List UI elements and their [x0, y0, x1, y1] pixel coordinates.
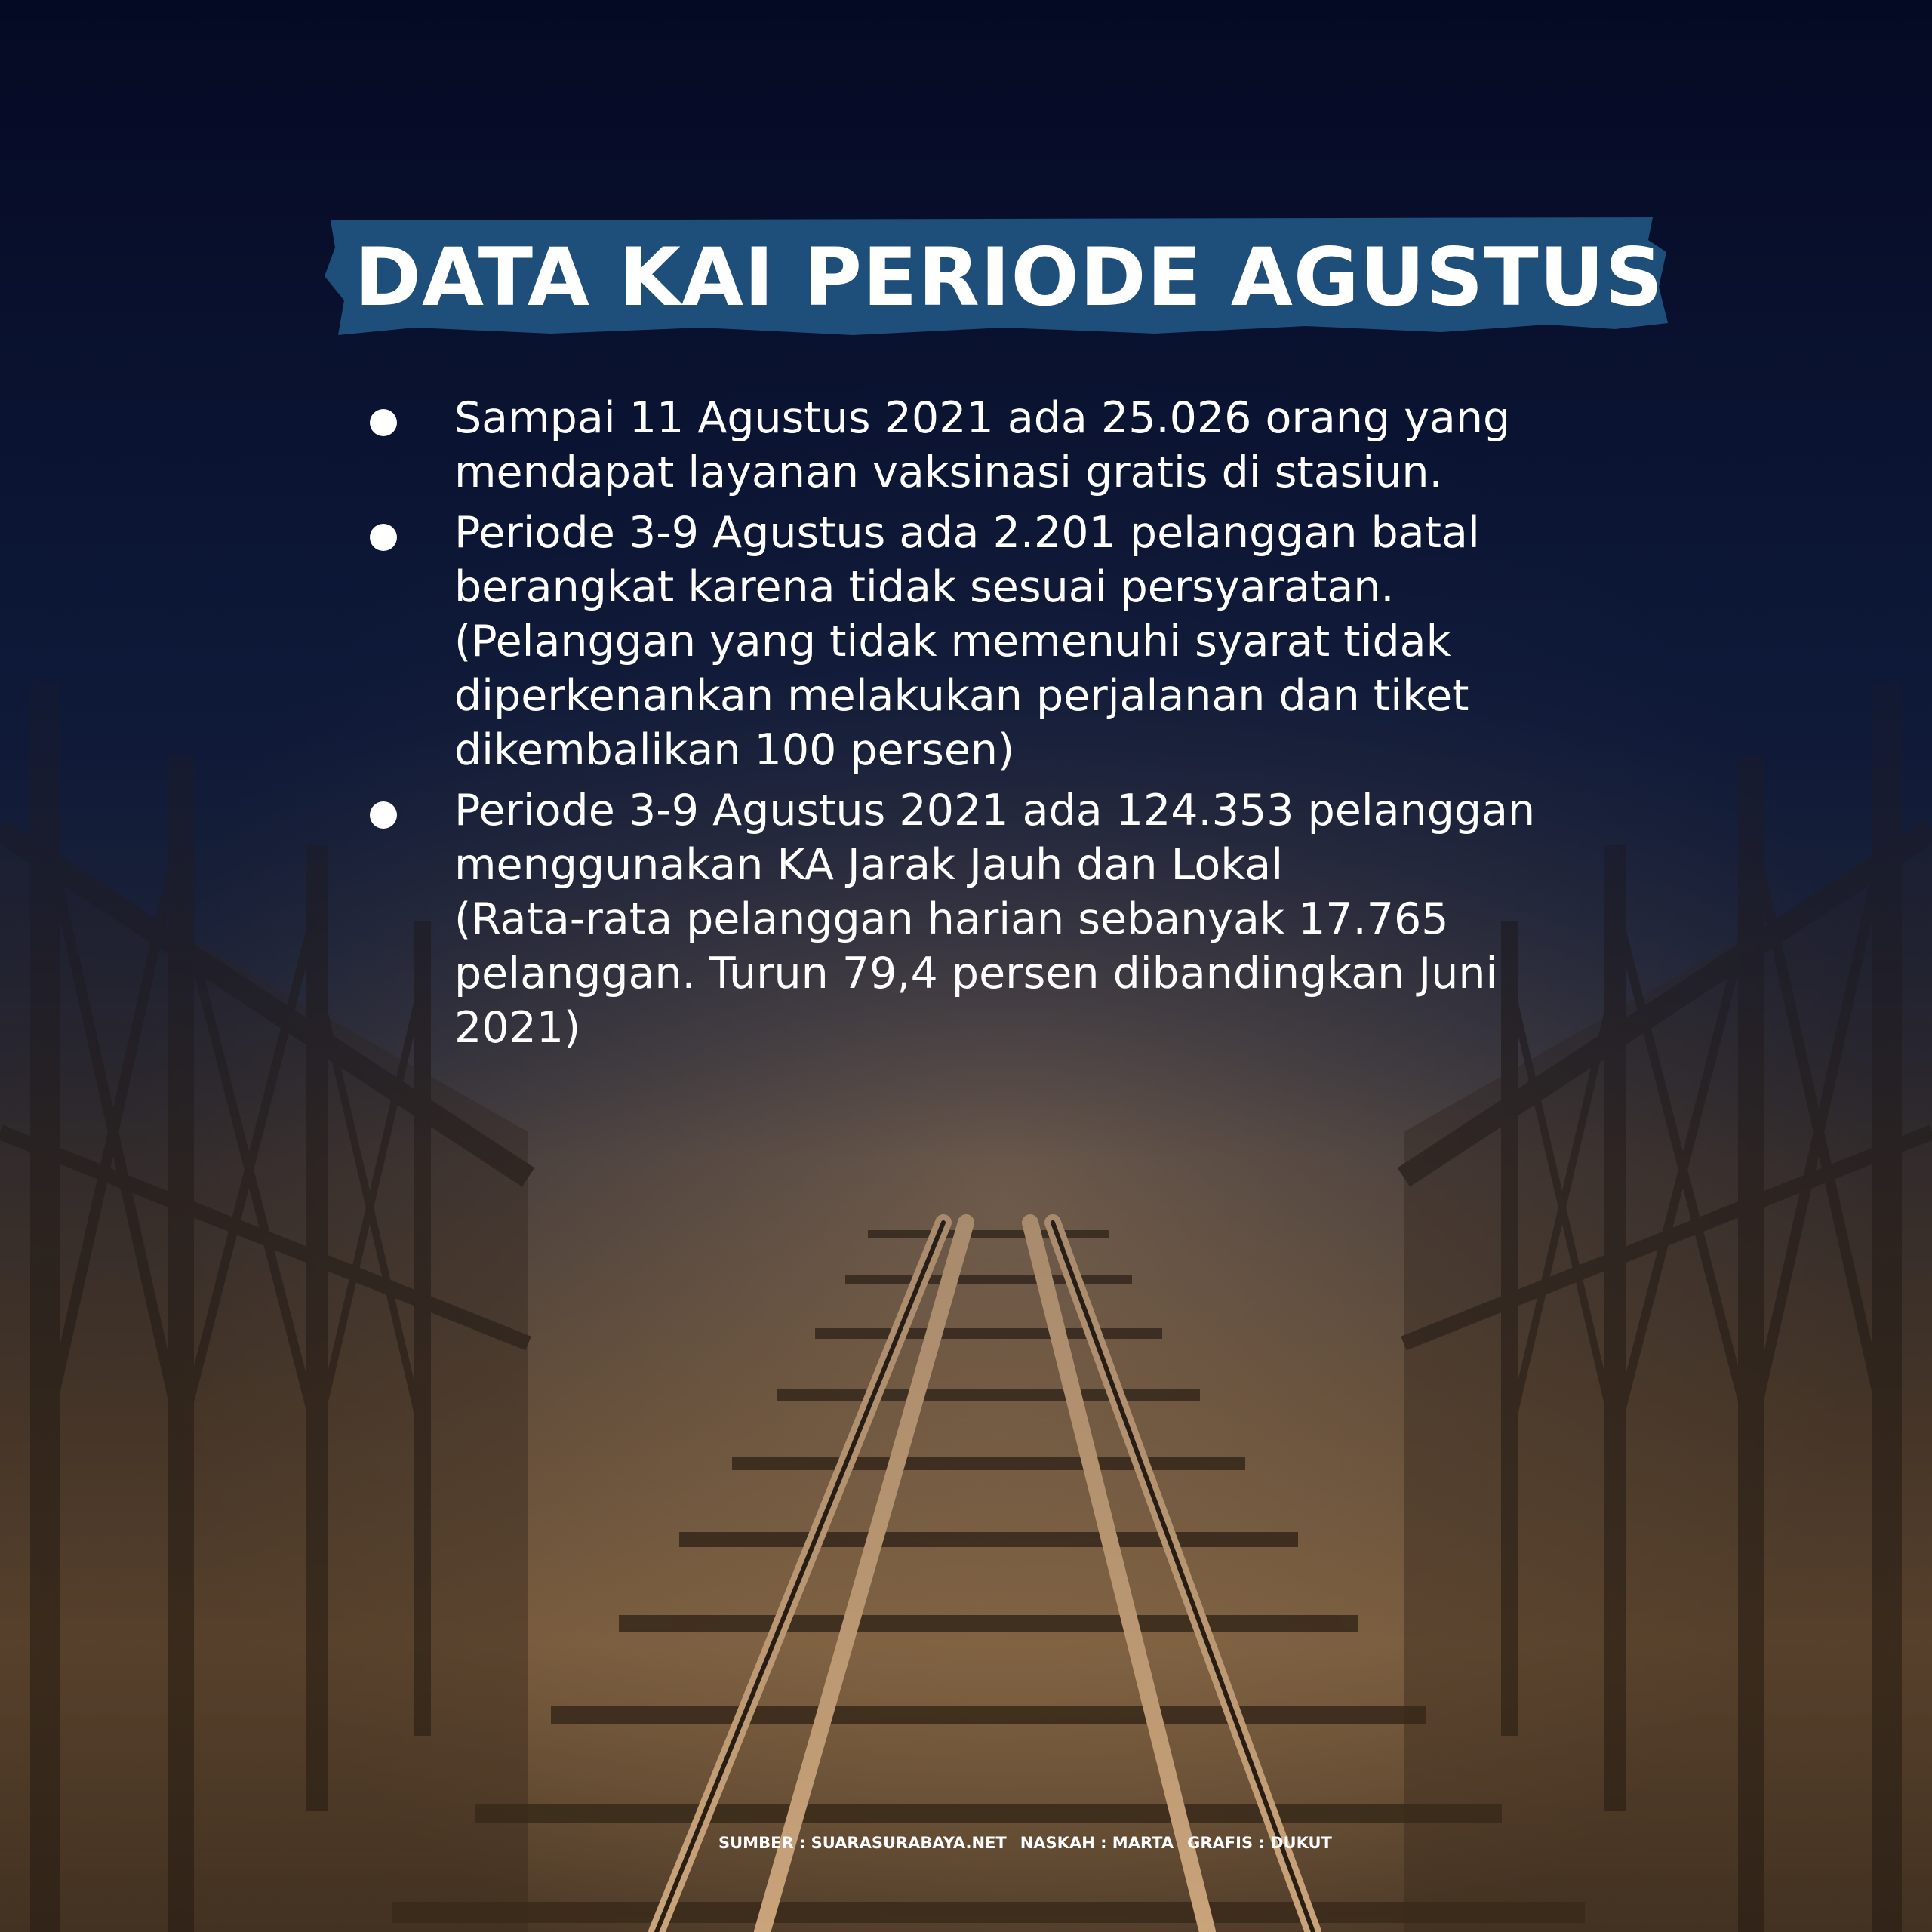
credit-writer: NASKAH : MARTA — [1020, 1834, 1174, 1852]
credit-source: SUMBER : SUARASURABAYA.NET — [718, 1834, 1007, 1852]
credit-graphics: GRAFIS : DUKUT — [1187, 1834, 1332, 1852]
bullet-note: (Pelanggan yang tidak memenuhi syarat tidak diperkenankan melakukan perjalanan dan tiket dikembalikan 100 persen) — [454, 617, 1469, 775]
bullet-text: Periode 3-9 Agustus 2021 ada 124.353 pelanggan menggunakan KA Jarak Jauh dan Lokal — [454, 786, 1536, 890]
list-item — [362, 506, 1570, 777]
page-title: DATA KAI PERIODE AGUSTUS — [355, 231, 1664, 324]
bullet-icon — [370, 524, 397, 551]
list-item — [362, 783, 1570, 1055]
bullet-text: Sampai 11 Agustus 2021 ada 25.026 orang yang mendapat layanan vaksinasi gratis di stasiun. — [454, 393, 1511, 497]
bullet-icon — [370, 801, 397, 829]
credits-line — [718, 1828, 1332, 1858]
list-item — [362, 391, 1570, 500]
bullet-text: Periode 3-9 Agustus ada 2.201 pelanggan batal berangkat karena tidak sesuai persyaratan. — [454, 508, 1480, 612]
bullet-list — [362, 391, 1570, 1061]
bullet-note: (Rata-rata pelanggan harian sebanyak 17.765 pelanggan. Turun 79,4 persen dibandingkan Juni 2021) — [454, 894, 1498, 1053]
bullet-icon — [370, 409, 397, 436]
